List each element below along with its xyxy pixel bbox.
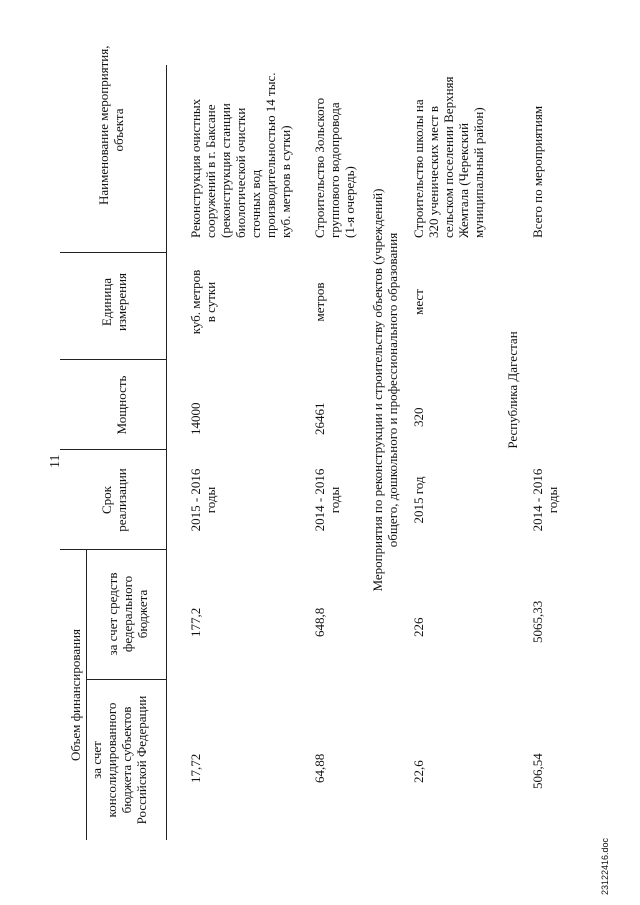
row-1-federal: 177,2 (188, 607, 203, 637)
header-name-1: Наименование мероприятия, (96, 45, 111, 205)
footer-doc-code: 23122416.doc (600, 837, 610, 895)
row-1-name-6: производительностью 14 тыс. (263, 72, 278, 238)
total-label: Всего по мероприятиям (530, 105, 545, 238)
row-2-name-2: группового водопровода (327, 102, 342, 238)
header-federal-1: за счет средств (105, 572, 120, 656)
header-capacity: Мощность (114, 375, 129, 435)
row-2-regional: 64,88 (312, 753, 327, 783)
row-3-unit: мест (411, 289, 426, 315)
row-3-federal: 226 (411, 617, 426, 637)
row-1-name-3: (реконструкция станции (218, 103, 233, 238)
row-1-regional: 17,72 (188, 753, 203, 783)
row-1-name-5: сточных вод (248, 169, 263, 238)
row-2-period-2: годы (327, 486, 342, 514)
row-3-capacity: 320 (411, 407, 426, 427)
total-period-2: годы (545, 486, 560, 514)
row-3-name-1: Строительство школы на (411, 99, 426, 238)
total-period-1: 2014 - 2016 (530, 468, 545, 532)
header-unit-2: измерения (114, 272, 129, 332)
header-period-2: реализации (114, 468, 129, 532)
total-regional: 506,54 (530, 753, 545, 789)
region-heading: Республика Дагестан (505, 331, 520, 449)
header-name-2: объекта (111, 108, 126, 152)
header-bottom-rule (166, 65, 167, 840)
total-federal: 5065,33 (530, 600, 545, 643)
row-1-capacity: 14000 (188, 402, 203, 435)
header-regional-4: Российской Федерации (134, 695, 149, 825)
row-2-name-3: (1-я очередь) (342, 166, 357, 238)
header-federal-3: бюджета (135, 589, 150, 639)
header-unit-1: Единица (99, 277, 114, 327)
header-funding-group: Объем финансирования (68, 628, 83, 762)
row-1-unit-1: куб. метров (188, 269, 203, 335)
row-1-name-2: сооружений в г. Баксане (203, 104, 218, 238)
funding-group-rule (86, 550, 87, 840)
page-number: 11 (48, 454, 63, 468)
section-heading-1: Мероприятия по реконструкции и строительству объектов (учреждений) (370, 188, 385, 592)
row-3-name-2: 320 ученических мест в (426, 105, 441, 238)
row-2-unit: метров (312, 282, 327, 322)
row-3-name-5: муниципальный район) (471, 107, 486, 238)
row-3-name-3: сельском поселении Верхняя (441, 76, 456, 238)
header-period-1: Срок (99, 486, 114, 514)
row-3-period: 2015 год (411, 476, 426, 524)
row-3-name-4: Жемтала (Черекский (456, 122, 471, 238)
section-heading-2: общего, дошкольного и профессионального образования (385, 232, 400, 548)
header-regional-1: за счет (89, 741, 104, 779)
row-1-name-4: биологической очистки (233, 107, 248, 238)
row-1-period-1: 2015 - 2016 (188, 468, 203, 532)
col-divider-1 (60, 252, 167, 253)
row-2-federal: 648,8 (312, 607, 327, 637)
row-2-name-1: Строительство Зольского (312, 97, 327, 238)
header-federal-2: федерального (120, 575, 135, 653)
row-1-period-2: годы (203, 486, 218, 514)
row-1-name-7: куб. метров в сутки) (278, 125, 293, 238)
header-regional-3: бюджета субъектов (119, 706, 134, 814)
row-1-unit-2: в сутки (203, 281, 218, 323)
row-2-capacity: 26461 (312, 402, 327, 435)
row-3-regional: 22,6 (411, 760, 426, 783)
row-1-name-1: Реконструкция очистных (188, 98, 203, 238)
header-regional-2: консолидированного (104, 702, 119, 818)
row-2-period-1: 2014 - 2016 (312, 468, 327, 532)
